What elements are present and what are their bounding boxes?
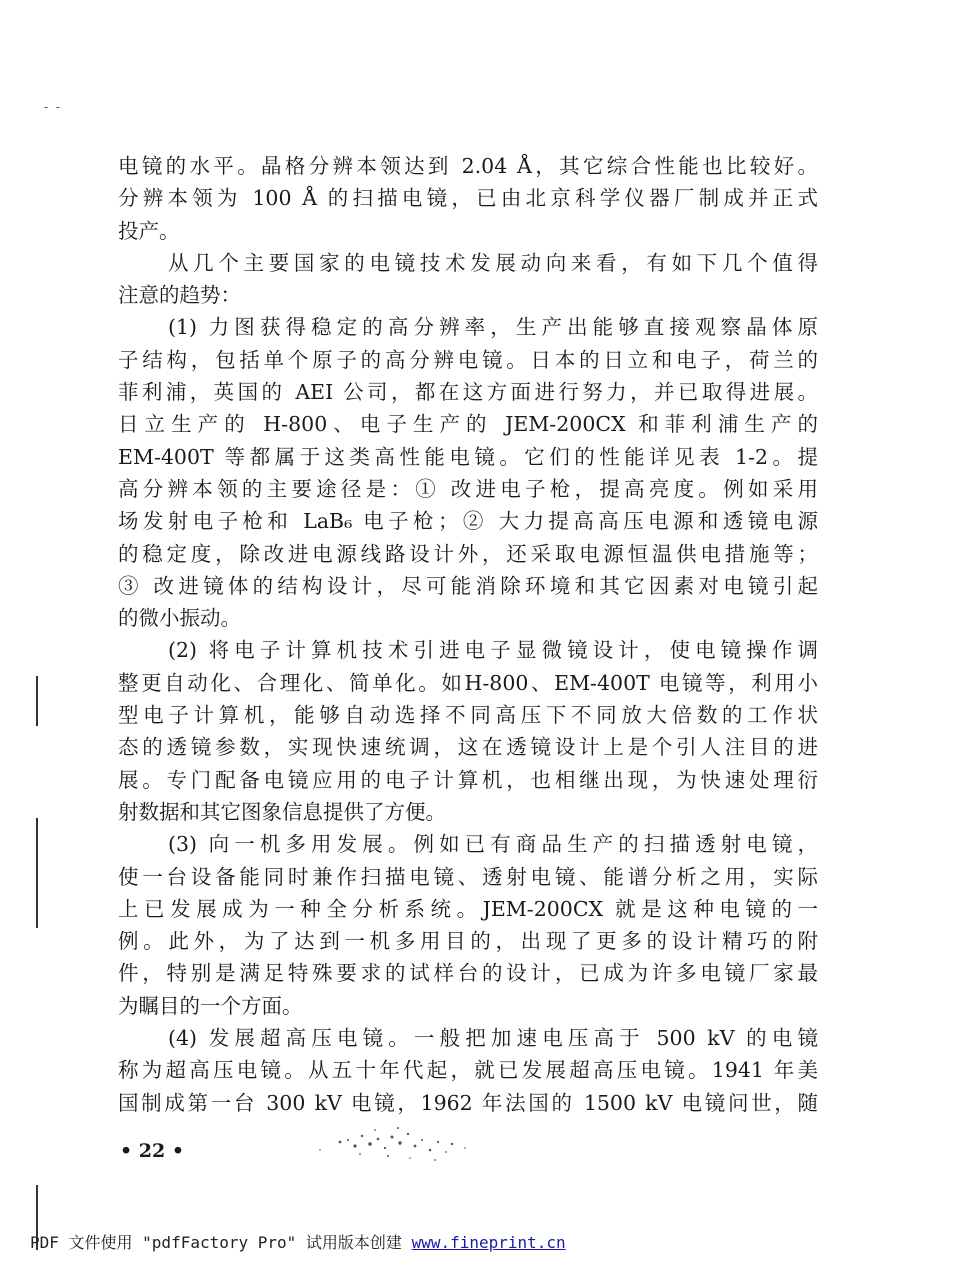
text-line: 上已发展成为一种全分析系统。JEM-200CX 就是这种电镜的一 <box>118 896 818 921</box>
text-line: EM-400T 等都属于这类高性能电镜。它们的性能详见表 1-2。提 <box>118 444 818 469</box>
paragraph <box>118 150 818 247</box>
text-line: 从几个主要国家的电镜技术发展动向来看，有如下几个值得 <box>168 250 818 275</box>
text-line: 场发射电子枪和 LaB₆ 电子枪；② 大力提高高压电源和透镜电源 <box>118 509 818 534</box>
watermark-text: PDF 文件使用 "pdfFactory Pro" 试用版本创建 <box>30 1233 412 1252</box>
text-line: 日立生产的 H-800、电子生产的 JEM-200CX 和菲利浦生产的 <box>118 412 818 437</box>
paragraph <box>118 311 818 634</box>
scan-artifact-mark: - - <box>44 100 62 114</box>
margin-scan-line <box>36 818 38 928</box>
text-line: 子结构，包括单个原子的高分辨电镜。日本的日立和电子，荷兰的 <box>118 347 818 372</box>
text-line: (4) 发展超高压电镜。一般把加速电压高于 500 kV 的电镜 <box>168 1026 818 1051</box>
text-line: 的稳定度，除改进电源线路设计外，还采取电源恒温供电措施等； <box>118 541 818 566</box>
text-line: 高分辨本领的主要途径是：① 改进电子枪，提高亮度。例如采用 <box>118 476 818 501</box>
text-line: (1) 力图获得稳定的高分辨率，生产出能够直接观察晶体原 <box>168 315 818 340</box>
paragraph <box>118 828 818 1022</box>
text-line: (2) 将电子计算机技术引进电子显微镜设计，使电镜操作调 <box>168 638 818 663</box>
fineprint-link[interactable]: www.fineprint.cn <box>411 1233 566 1252</box>
text-line: 电镜的水平。晶格分辨本领达到 2.04 Å，其它综合性能也比较好。 <box>118 154 818 178</box>
text-line: 整更自动化、合理化、简单化。如H-800、EM-400T 电镜等，利用小 <box>118 670 818 695</box>
text-line: 为瞩目的一个方面。 <box>118 993 303 1018</box>
text-line: 注意的趋势： <box>118 283 241 308</box>
text-line: 型电子计算机，能够自动选择不同高压下不同放大倍数的工作状 <box>118 703 818 728</box>
text-line: 态的透镜参数，实现快速统调，这在透镜设计上是个引人注目的进 <box>118 735 818 760</box>
text-line: ③ 改进镜体的结构设计，尽可能消除环境和其它因素对电镜引起 <box>118 573 818 598</box>
text-line: 例。此外，为了达到一机多用目的，出现了更多的设计精巧的附 <box>118 929 818 954</box>
paragraph <box>118 634 818 828</box>
text-line: 使一台设备能同时兼作扫描电镜、透射电镜、能谱分析之用，实际 <box>118 864 818 889</box>
text-line: 展。专门配备电镜应用的电子计算机，也相继出现，为快速处理衍 <box>118 767 818 792</box>
text-line: 射数据和其它图象信息提供了方便。 <box>118 799 446 824</box>
body-text <box>118 150 818 1119</box>
scan-smudge <box>300 1122 490 1172</box>
margin-scan-line <box>36 676 38 726</box>
pdf-watermark-footer <box>30 1230 566 1253</box>
paragraph <box>118 247 818 312</box>
text-line: 菲利浦，英国的 AEI 公司，都在这方面进行努力，并已取得进展。 <box>118 380 818 405</box>
text-line: 国制成第一台 300 kV 电镜，1962 年法国的 1500 kV 电镜问世，随 <box>118 1090 818 1115</box>
text-line: 的微小振动。 <box>118 606 241 631</box>
page-number: • 22 • <box>120 1140 184 1162</box>
text-line: 分辨本领为 100 Å 的扫描电镜，已由北京科学仪器厂制成并正式 <box>118 186 818 211</box>
text-line: 称为超高压电镜。从五十年代起，就已发展超高压电镜。1941 年美 <box>118 1058 818 1083</box>
paragraph <box>118 1022 818 1119</box>
text-line: 投产。 <box>118 218 180 243</box>
text-line: (3) 向一机多用发展。例如已有商品生产的扫描透射电镜， <box>168 832 818 857</box>
text-line: 件，特别是满足特殊要求的试样台的设计，已成为许多电镜厂家最 <box>118 961 818 986</box>
